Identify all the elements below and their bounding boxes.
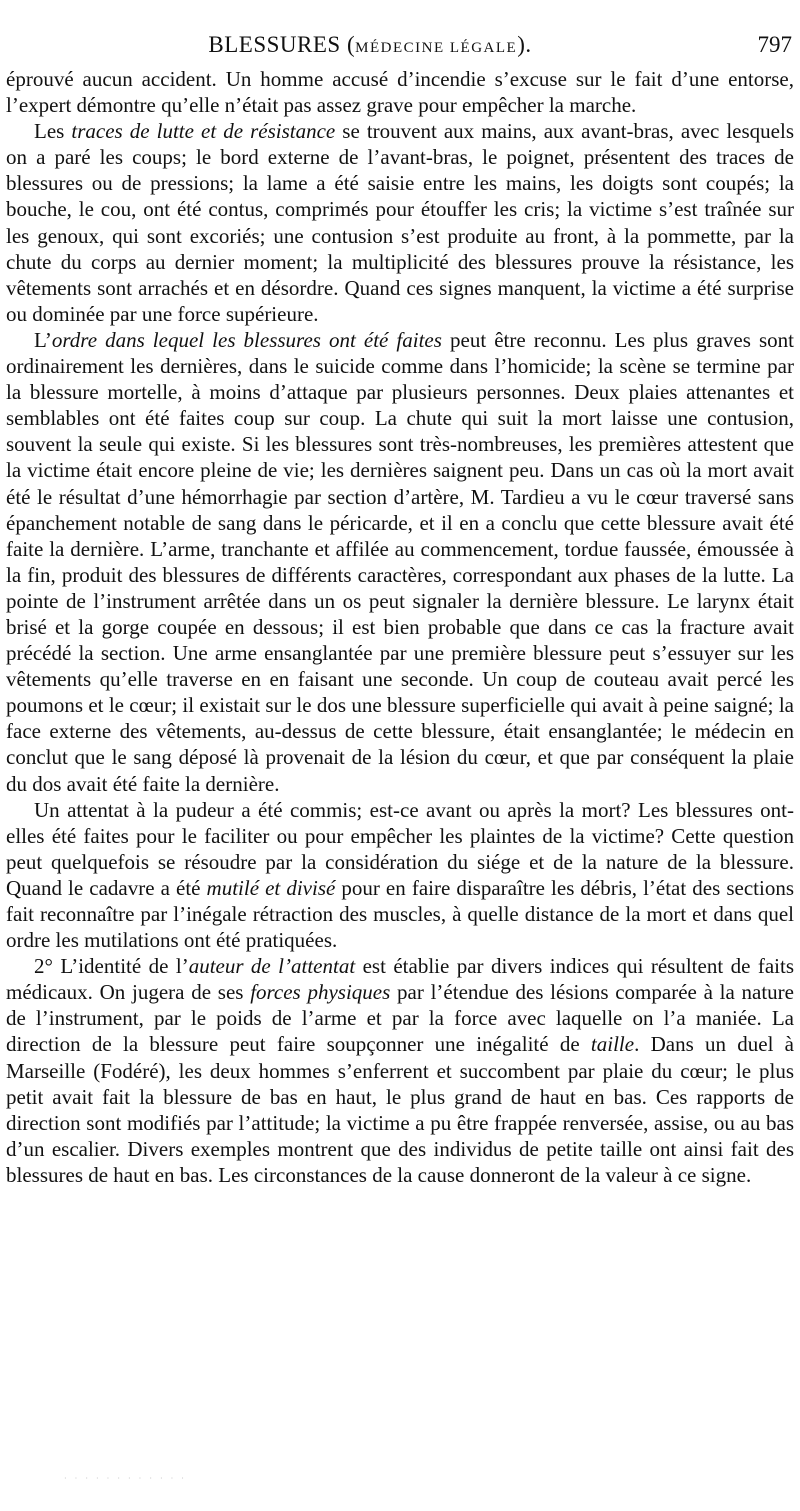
running-header (6, 28, 794, 62)
page-number: 797 (757, 32, 792, 57)
italic-text-segment: ordre dans lequel les blessures ont été faites (51, 327, 442, 352)
running-title-end: ). (517, 32, 532, 57)
paragraph (6, 953, 794, 1188)
paragraph (6, 118, 794, 327)
paragraph (6, 327, 794, 797)
text-segment: Les (34, 119, 72, 144)
text-segment: pour en faire disparaître les débris, l’état des sections fait reconnaître par l’inégale rétraction des muscles, à quelle distance de la mort et dans quel ordre les mutilations ont été pratiquées. (6, 875, 794, 953)
running-title-main: BLESSURES ( (208, 32, 356, 57)
text-segment: est établie par divers indices qui résultent de faits médicaux. On jugera de ses (6, 954, 794, 1005)
italic-text-segment: taille (590, 1032, 635, 1057)
paragraph (6, 66, 794, 118)
text-segment: éprouvé aucun accident. Un homme accusé d’incendie s’excuse sur le fait d’une entorse, l’expert démontre qu’elle n’était pas assez grave pour empêcher la marche. (6, 67, 794, 118)
text-segment: L’ (34, 327, 52, 352)
text-segment: se trouvent aux mains, aux avant-bras, avec lesquels on a paré les coups; le bord externe de l’avant-bras, le poignet, présentent des traces de blessures ou de pressions; la lame a été saisie entre les mains, les doigts sont coupés; la bouche, le cou, ont été contus, comprimés pour étouffer les cris; la victime s’est traînée sur les genoux, qui sont excoriés; une contusion s’est produite au front, à la pommette, par la chute du corps au dernier moment; la multiplicité des blessures prouve la résistance, les vêtements sont arrachés et en désordre. Quand ces signes manquent, la victime a été surprise ou dominée par une force supérieure. (6, 119, 794, 326)
italic-text-segment: forces physiques (250, 980, 391, 1005)
document-page (6, 0, 794, 1511)
paragraph (6, 797, 794, 954)
scan-artifact-marks: · · · · · · · · · · · · (64, 1474, 187, 1483)
text-segment: Un attentat à la pudeur a été commis; est-ce avant ou après la mort? Les blessures ont-elles été faites pour le faciliter ou pour empêcher les plaintes de la victime? Cette question peut quelquefois se résoudre par la considération du siége et de la nature de la blessure. Quand le cadavre a été (6, 797, 794, 900)
text-segment: peut être reconnu. Les plus graves sont ordinairement les dernières, dans le suicide comme dans l’homicide; la scène se termine par la blessure mortelle, à moins d’attaque par plusieurs personnes. Deux plaies attenantes et semblables ont été faites coup sur coup. La chute qui suit la mort laisse une contusion, souvent la seule qui existe. Si les blessures sont très-nombreuses, les premières attestent que la victime était encore pleine de vie; les dernières saignent peu. Dans un cas où la mort avait été le résultat d’une hémorrhagie par section d’artère, M. Tardieu a vu le cœur traversé sans épanchement notable de sang dans le péricarde, et il en a conclu que cette blessure avait été faite la dernière. L’arme, tranchante et affilée au commencement, tordue faussée, émoussée à la fin, produit des blessures de différents caractères, correspondant aux phases de la lutte. La pointe de l’instrument arrêtée dans un os peut signaler la dernière blessure. Le larynx était brisé et la gorge coupée en dessous; il est bien probable que dans ce cas la fracture avait précédé la section. Une arme ensanglantée par une première blessure peut s’essuyer sur les vêtements qu’elle traverse en en faisant une seconde. Un coup de couteau avait percé les poumons et le cœur; il existait sur le dos une blessure superficielle qui avait à peine saigné; la face externe des vêtements, au-dessus de cette blessure, était ensanglantée; le médecin en conclut que le sang déposé là provenait de la lésion du cœur, et que par conséquent la plaie du dos avait été faite la dernière. (6, 327, 794, 796)
running-title-smallcaps: MÉDECINE LÉGALE (355, 40, 518, 56)
italic-text-segment: auteur de l’attentat (188, 954, 356, 979)
text-segment: 2° L’identité de l’ (34, 954, 189, 979)
text-segment: . Dans un duel à Marseille (Fodéré), les deux hommes s’enferrent et succombent par plaie du cœur; le plus petit avait fait la blessure de bas en haut, le plus grand de haut en bas. Ces rapports de direction sont modifiés par l’attitude; la victime a pu être frappée renversée, assise, ou au bas d’un escalier. Divers exemples montrent que des individus de petite taille ont ainsi fait des blessures de haut en bas. Les circonstances de la cause donneront de la valeur à ce signe. (6, 1032, 795, 1187)
text-segment: par l’étendue des lésions comparée à la nature de l’instrument, par le poids de l’arme et par la force avec laquelle on l’a maniée. La direction de la blessure peut faire soupçonner une inégalité de (6, 980, 794, 1057)
italic-text-segment: mutilé et divisé (206, 875, 336, 900)
body-text (6, 66, 794, 1188)
running-title (6, 28, 734, 65)
italic-text-segment: traces de lutte et de résistance (71, 119, 336, 144)
